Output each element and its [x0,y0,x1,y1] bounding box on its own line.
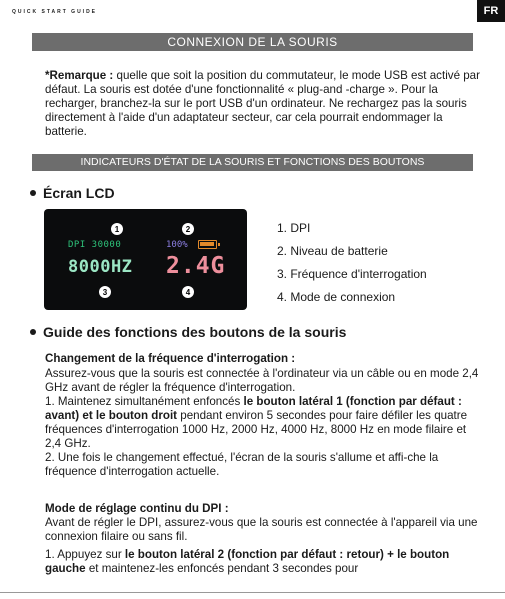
section-title-indicators: INDICATEURS D'ÉTAT DE LA SOURIS ET FONCTIONS DES BOUTONS [32,154,473,171]
guide-heading-text: Guide des fonctions des boutons de la souris [43,324,347,340]
language-badge: FR [477,0,505,22]
dpi-step-1 [45,548,481,576]
page-divider [0,592,505,593]
polling-step-1 [45,395,481,451]
step-text: pendant environ 5 secondes pour faire défiler les quatre fréquences d'interrogation 1000 Hz, 2000 Hz, 4000 Hz, 8000 Hz en mode filaire et 2,4 GHz. [45,409,468,450]
lcd-heading [30,185,115,201]
lcd-heading-text: Écran LCD [43,185,115,201]
bullet-icon [30,329,36,335]
guide-heading [30,324,346,340]
bullet-icon [30,190,36,196]
battery-icon [198,240,217,249]
lcd-connection-readout: 2.4G [166,253,226,279]
legend-item: 1. DPI [277,221,311,235]
step-button-combo: le bouton latéral 1 (fonction par défaut : avant) et le bouton droit [45,395,462,422]
legend-item: 2. Niveau de batterie [277,244,388,258]
document-header-label: QUICK START GUIDE [12,9,98,15]
dpi-intro: Avant de régler le DPI, assurez-vous que la souris est connectée à l'appareil via une connexion filaire ou sans fil. [45,516,478,543]
dpi-instructions [45,516,481,576]
marker-1: 1 [111,223,123,235]
polling-intro: Assurez-vous que la souris est connectée à l'ordinateur via un câble ou en mode 2,4 GHz avant de régler la fréquence d'interrogation. [45,367,479,394]
step-text: 1. Appuyez sur [45,548,125,561]
lcd-legend [277,221,427,313]
lcd-battery-percent: 100% [166,240,188,250]
step-text: 1. Maintenez simultanément enfoncés [45,395,244,408]
note-paragraph [45,69,481,139]
legend-item: 4. Mode de connexion [277,290,396,304]
note-text: quelle que soit la position du commutateur, le mode USB est activé par défaut. La souris est dotée d'une fonctionnalité « plug-and -charge ». Pour la recharger, branchez-la sur le port USB d'un ordinateur. Ne rechargez pas la souris directement à l'aide d'un adaptateur secteur, car cela pourrait endommager la batterie. [45,69,480,138]
marker-4: 4 [182,286,194,298]
marker-3: 3 [99,286,111,298]
lcd-dpi-readout: DPI 30000 [68,240,122,250]
step-button-combo: le bouton latéral 2 (fonction par défaut : retour) + le bouton gauche [45,548,450,575]
polling-step-2: 2. Une fois le changement effectué, l'écran de la souris s'allume et affi-che la fréquence d'interrogation actuelle. [45,451,439,478]
polling-subheading: Changement de la fréquence d'interrogation : [45,352,296,365]
note-label: *Remarque : [45,69,114,82]
dpi-subheading: Mode de réglage continu du DPI : [45,502,229,515]
polling-instructions [45,367,481,479]
lcd-polling-readout: 8000HZ [68,257,133,277]
section-title-connection: CONNEXION DE LA SOURIS [32,33,473,51]
step-text: et maintenez-les enfoncés pendant 3 secondes pour [85,562,359,575]
lcd-screen-image [44,209,247,310]
battery-fill [200,242,214,246]
legend-item: 3. Fréquence d'interrogation [277,267,427,281]
marker-2: 2 [182,223,194,235]
